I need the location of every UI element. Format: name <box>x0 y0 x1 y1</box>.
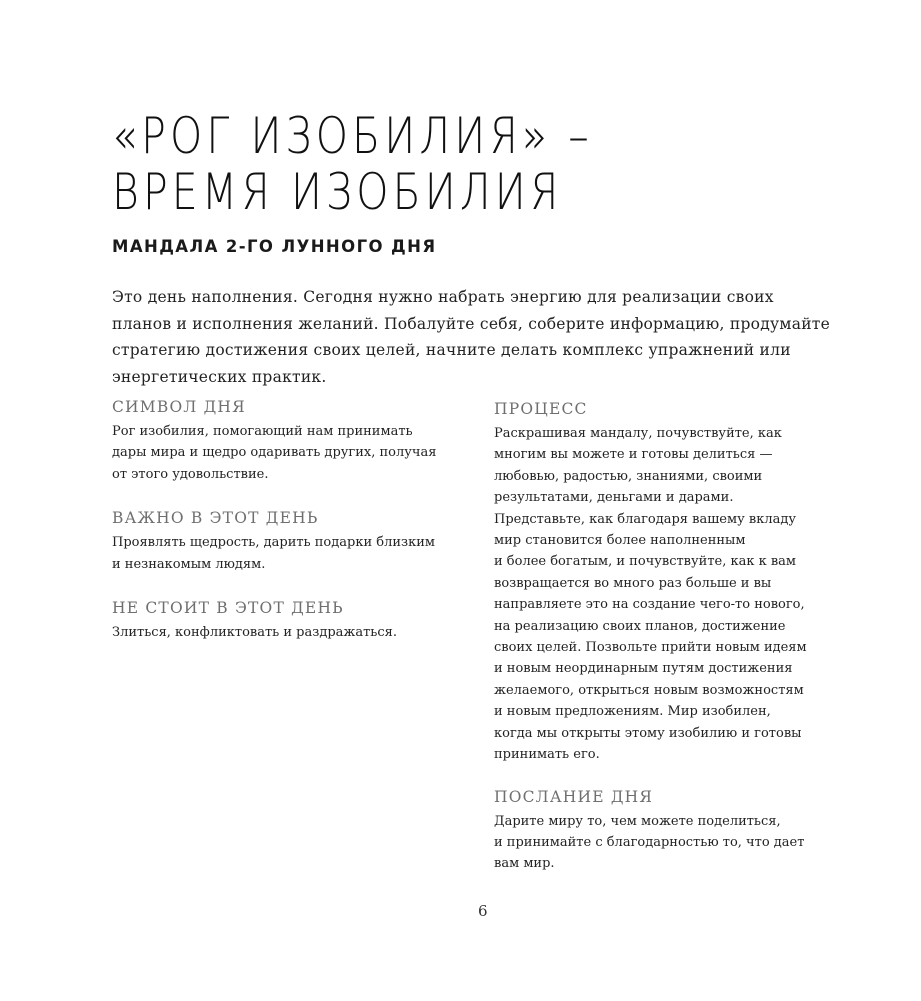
page-number: 6 <box>478 902 488 920</box>
right-column <box>494 400 854 897</box>
text-line: дары мира и щедро одаривать других, получая <box>112 445 437 461</box>
text-line: возвращается во много раз больше и вы <box>494 575 772 591</box>
section-text-day-message <box>494 811 854 875</box>
text-line: и более богатым, и почувствуйте, как к вам <box>494 554 797 570</box>
text-line: на реализацию своих планов, достижение <box>494 618 786 634</box>
section-title-day-symbol: СИМВОЛ ДНЯ <box>112 398 246 416</box>
text-line: Рог изобилия, помогающий нам принимать <box>112 424 413 439</box>
text-line: желаемого, открыться новым возможностям <box>494 682 804 698</box>
text-line: Злиться, конфликтовать и раздражаться. <box>112 625 397 641</box>
text-line: от этого удовольствие. <box>112 466 269 482</box>
text-line: Раскрашивая мандалу, почувствуйте, как <box>494 426 782 441</box>
section-text-day-symbol <box>112 421 472 485</box>
text-line: когда мы открыты этому изобилию и готовы <box>494 725 802 741</box>
text-line: любовью, радостью, знаниями, своими <box>494 468 763 484</box>
text-line: направляете это на создание чего-то нового, <box>494 597 805 613</box>
text-line: принимать его. <box>494 747 600 763</box>
page-title-line-1: «РОГ ИЗОБИЛИЯ» – <box>112 107 593 165</box>
section-title-process: ПРОЦЕСС <box>494 400 588 418</box>
text-line: и новым предложениям. Мир изобилен, <box>494 704 771 720</box>
page-title-line-2: ВРЕМЯ ИЗОБИЛИЯ <box>112 163 563 221</box>
text-line: своих целей. Позвольте прийти новым идеям <box>494 640 807 656</box>
text-line: результатами, деньгами и дарами. <box>494 490 734 506</box>
section-text-avoid <box>112 622 472 643</box>
page-subtitle: МАНДАЛА 2-ГО ЛУННОГО ДНЯ <box>112 237 437 256</box>
section-text-process <box>494 423 854 766</box>
text-line: вам мир. <box>494 856 555 872</box>
section-text-important <box>112 532 472 575</box>
text-line: мир становится более наполненным <box>494 533 746 549</box>
section-title-important: ВАЖНО В ЭТОТ ДЕНЬ <box>112 509 319 528</box>
text-line: Дарите миру то, чем можете поделиться, <box>494 813 781 829</box>
page-title <box>112 108 593 220</box>
left-column <box>112 398 472 667</box>
section-title-avoid: НЕ СТОИТ В ЭТОТ ДЕНЬ <box>112 599 344 618</box>
intro-paragraph: Это день наполнения. Сегодня нужно набрать энергию для реализации своих планов и исполнения желаний. Побалуйте себя, соберите информацию, продумайте стратегию достижения своих целей, начните делать комплекс упражнений или энергетических практик. <box>112 288 831 386</box>
text-line: и принимайте с благодарностью то, что дает <box>494 834 805 850</box>
text-line: многим вы можете и готовы делиться — <box>494 447 773 463</box>
text-line: Проявлять щедрость, дарить подарки близким <box>112 535 435 551</box>
text-line: Представьте, как благодаря вашему вкладу <box>494 511 796 527</box>
text-line: и незнакомым людям. <box>112 556 266 572</box>
text-line: и новым неординарным путям достижения <box>494 661 793 677</box>
section-title-day-message: ПОСЛАНИЕ ДНЯ <box>494 787 654 806</box>
